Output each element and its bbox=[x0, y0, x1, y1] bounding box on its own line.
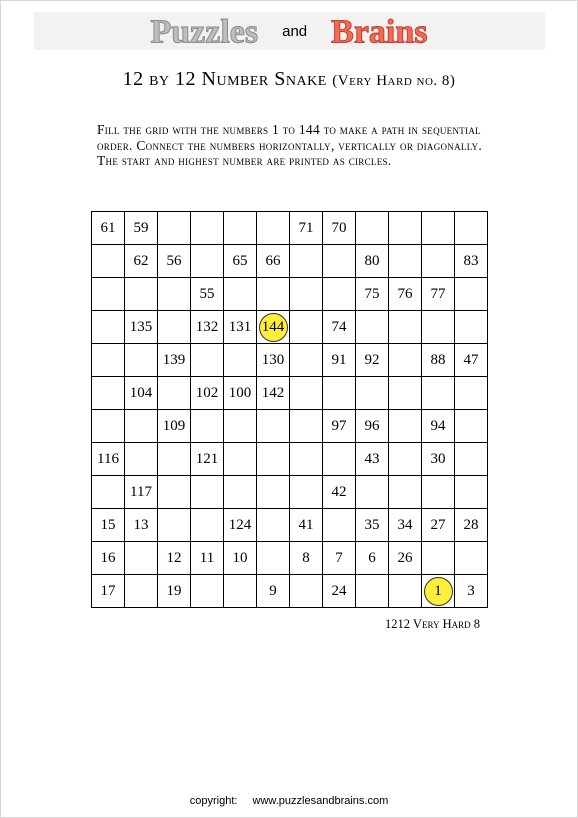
cell-number: 117 bbox=[130, 483, 152, 500]
grid-cell[interactable] bbox=[191, 542, 224, 575]
grid-row bbox=[92, 509, 488, 542]
grid-cell[interactable] bbox=[125, 278, 158, 311]
grid-cell[interactable] bbox=[158, 377, 191, 410]
grid-row bbox=[92, 476, 488, 509]
grid-cell[interactable] bbox=[224, 575, 257, 608]
grid-cell[interactable] bbox=[125, 311, 158, 344]
grid-cell[interactable] bbox=[422, 245, 455, 278]
grid-cell[interactable] bbox=[92, 575, 125, 608]
grid-cell[interactable] bbox=[257, 245, 290, 278]
cell-number: 124 bbox=[228, 516, 252, 533]
grid-cell[interactable] bbox=[125, 212, 158, 245]
grid-cell[interactable] bbox=[125, 245, 158, 278]
grid-cell[interactable] bbox=[290, 377, 323, 410]
grid-cell[interactable] bbox=[158, 311, 191, 344]
grid-cell[interactable] bbox=[257, 311, 290, 344]
grid-row bbox=[92, 575, 488, 608]
cell-number: 75 bbox=[364, 285, 380, 302]
grid-cell[interactable] bbox=[356, 344, 389, 377]
grid-cell[interactable] bbox=[455, 278, 488, 311]
cell-number: 104 bbox=[129, 384, 153, 401]
grid-cell[interactable] bbox=[191, 377, 224, 410]
cell-number: 94 bbox=[430, 417, 446, 434]
grid-cell[interactable] bbox=[257, 443, 290, 476]
cell-number: 55 bbox=[199, 285, 215, 302]
cell-number: 24 bbox=[331, 582, 347, 599]
cell-number: 6 bbox=[368, 549, 376, 566]
cell-number: 42 bbox=[331, 483, 347, 500]
grid-cell[interactable] bbox=[290, 542, 323, 575]
grid-cell[interactable] bbox=[356, 278, 389, 311]
grid-cell[interactable] bbox=[191, 245, 224, 278]
cell-number: 3 bbox=[467, 582, 475, 599]
grid-cell[interactable] bbox=[224, 542, 257, 575]
cell-number: 26 bbox=[397, 549, 413, 566]
grid-cell[interactable] bbox=[125, 509, 158, 542]
cell-number: 91 bbox=[331, 351, 347, 368]
instructions bbox=[97, 122, 567, 169]
grid-cell[interactable] bbox=[323, 410, 356, 443]
grid-cell[interactable] bbox=[257, 410, 290, 443]
grid-cell[interactable] bbox=[290, 278, 323, 311]
grid-cell[interactable] bbox=[323, 476, 356, 509]
grid-cell[interactable] bbox=[323, 278, 356, 311]
grid-cell[interactable] bbox=[422, 344, 455, 377]
grid-cell[interactable] bbox=[224, 377, 257, 410]
grid-cell[interactable] bbox=[290, 443, 323, 476]
grid-cell[interactable] bbox=[290, 212, 323, 245]
grid-cell[interactable] bbox=[257, 476, 290, 509]
grid-cell[interactable] bbox=[422, 212, 455, 245]
grid-cell[interactable] bbox=[158, 443, 191, 476]
cell-number: 41 bbox=[298, 516, 314, 533]
cell-number: 102 bbox=[195, 384, 219, 401]
grid-row bbox=[92, 542, 488, 575]
grid-cell[interactable] bbox=[92, 476, 125, 509]
grid-cell[interactable] bbox=[191, 575, 224, 608]
grid-cell[interactable] bbox=[125, 476, 158, 509]
grid-cell[interactable] bbox=[389, 575, 422, 608]
grid-cell[interactable] bbox=[158, 344, 191, 377]
grid-cell[interactable] bbox=[191, 410, 224, 443]
grid-cell[interactable] bbox=[422, 278, 455, 311]
grid-cell[interactable] bbox=[389, 212, 422, 245]
grid-cell[interactable] bbox=[422, 476, 455, 509]
cell-number: 109 bbox=[162, 417, 186, 434]
grid-cell[interactable] bbox=[389, 443, 422, 476]
cell-number: 92 bbox=[364, 351, 380, 368]
grid-cell[interactable] bbox=[191, 344, 224, 377]
grid-cell[interactable] bbox=[323, 311, 356, 344]
cell-number: 70 bbox=[331, 219, 347, 236]
grid-cell[interactable] bbox=[356, 410, 389, 443]
cell-number: 130 bbox=[261, 351, 285, 368]
grid-cell[interactable] bbox=[224, 509, 257, 542]
grid-cell[interactable] bbox=[224, 476, 257, 509]
grid-cell[interactable] bbox=[290, 575, 323, 608]
grid-row bbox=[92, 344, 488, 377]
grid-cell[interactable] bbox=[422, 509, 455, 542]
instruction-line: The start and highest number are printed as circles. bbox=[97, 153, 392, 168]
puzzle-grid bbox=[91, 211, 488, 608]
grid-cell[interactable] bbox=[290, 476, 323, 509]
cell-number: 62 bbox=[133, 252, 149, 269]
cell-number: 59 bbox=[133, 219, 149, 236]
grid-cell[interactable] bbox=[455, 509, 488, 542]
grid-cell[interactable] bbox=[323, 509, 356, 542]
grid-cell[interactable] bbox=[257, 278, 290, 311]
cell-number: 65 bbox=[232, 252, 248, 269]
cell-number: 9 bbox=[269, 582, 277, 599]
cell-number: 116 bbox=[97, 450, 119, 467]
cell-number: 10 bbox=[232, 549, 248, 566]
grid-cell[interactable] bbox=[158, 476, 191, 509]
grid-cell[interactable] bbox=[158, 542, 191, 575]
instruction-line: Fill the grid with the numbers 1 to 144 to make a path in sequential bbox=[97, 122, 481, 137]
grid-cell[interactable] bbox=[125, 377, 158, 410]
cell-number: 15 bbox=[100, 516, 116, 533]
grid-cell[interactable] bbox=[356, 509, 389, 542]
cell-number: 121 bbox=[195, 450, 219, 467]
grid-cell[interactable] bbox=[158, 245, 191, 278]
grid-cell[interactable] bbox=[356, 542, 389, 575]
grid-row bbox=[92, 311, 488, 344]
cell-number: 96 bbox=[364, 417, 380, 434]
grid-cell[interactable] bbox=[191, 476, 224, 509]
grid-cell[interactable] bbox=[92, 377, 125, 410]
grid-row bbox=[92, 410, 488, 443]
cell-number: 43 bbox=[364, 450, 380, 467]
cell-number: 56 bbox=[166, 252, 182, 269]
grid-cell[interactable] bbox=[290, 311, 323, 344]
grid-cell[interactable] bbox=[356, 377, 389, 410]
cell-number: 80 bbox=[364, 252, 380, 269]
footer-url: www.puzzlesandbrains.com bbox=[252, 795, 389, 807]
grid-cell[interactable] bbox=[389, 278, 422, 311]
grid-cell[interactable] bbox=[389, 344, 422, 377]
grid-cell[interactable] bbox=[92, 344, 125, 377]
grid-cell[interactable] bbox=[158, 410, 191, 443]
grid-row bbox=[92, 245, 488, 278]
grid-cell[interactable] bbox=[224, 245, 257, 278]
grid-cell[interactable] bbox=[389, 311, 422, 344]
grid-cell[interactable] bbox=[92, 410, 125, 443]
circled-number: 1 bbox=[424, 577, 453, 606]
grid-cell[interactable] bbox=[224, 344, 257, 377]
grid-cell[interactable] bbox=[455, 542, 488, 575]
grid-cell[interactable] bbox=[92, 509, 125, 542]
grid-row bbox=[92, 377, 488, 410]
cell-number: 13 bbox=[133, 516, 149, 533]
grid-cell[interactable] bbox=[257, 542, 290, 575]
cell-number: 16 bbox=[100, 549, 116, 566]
grid-row bbox=[92, 212, 488, 245]
grid-cell[interactable] bbox=[323, 542, 356, 575]
puzzle-code: 1212 Very Hard 8 bbox=[385, 617, 480, 631]
cell-number: 131 bbox=[228, 318, 252, 335]
grid-cell[interactable] bbox=[455, 410, 488, 443]
grid-cell[interactable] bbox=[356, 575, 389, 608]
grid-cell[interactable] bbox=[323, 377, 356, 410]
grid-cell[interactable] bbox=[191, 509, 224, 542]
footer bbox=[0, 795, 578, 807]
grid-cell[interactable] bbox=[455, 311, 488, 344]
logo-and: and bbox=[282, 23, 308, 41]
grid-cell[interactable] bbox=[356, 443, 389, 476]
cell-number: 142 bbox=[261, 384, 285, 401]
grid-cell[interactable] bbox=[323, 344, 356, 377]
grid-cell[interactable] bbox=[290, 344, 323, 377]
cell-number: 35 bbox=[364, 516, 380, 533]
grid-cell[interactable] bbox=[191, 311, 224, 344]
grid-cell[interactable] bbox=[455, 575, 488, 608]
grid-cell[interactable] bbox=[257, 344, 290, 377]
circled-number: 144 bbox=[259, 313, 288, 342]
copyright-label: copyright: bbox=[189, 795, 238, 807]
page-title bbox=[0, 68, 578, 91]
grid-cell[interactable] bbox=[191, 278, 224, 311]
cell-number: 7 bbox=[335, 549, 343, 566]
grid-cell[interactable] bbox=[422, 443, 455, 476]
grid-cell[interactable] bbox=[422, 575, 455, 608]
cell-number: 11 bbox=[199, 549, 215, 566]
grid-cell[interactable] bbox=[323, 212, 356, 245]
grid-cell[interactable] bbox=[356, 476, 389, 509]
grid-cell[interactable] bbox=[125, 443, 158, 476]
grid-cell[interactable] bbox=[323, 443, 356, 476]
cell-number: 28 bbox=[463, 516, 479, 533]
cell-number: 77 bbox=[430, 285, 446, 302]
grid-cell[interactable] bbox=[158, 575, 191, 608]
cell-number: 47 bbox=[463, 351, 479, 368]
grid-cell[interactable] bbox=[455, 212, 488, 245]
grid-row bbox=[92, 278, 488, 311]
cell-number: 34 bbox=[397, 516, 413, 533]
grid-cell[interactable] bbox=[92, 212, 125, 245]
grid-cell[interactable] bbox=[92, 443, 125, 476]
instruction-line: order. Connect the numbers horizontally, vertically or diagonally. bbox=[97, 137, 483, 153]
grid-cell[interactable] bbox=[356, 311, 389, 344]
grid-cell[interactable] bbox=[290, 245, 323, 278]
cell-number: 61 bbox=[100, 219, 116, 236]
grid-cell[interactable] bbox=[290, 410, 323, 443]
grid-cell[interactable] bbox=[422, 311, 455, 344]
grid-cell[interactable] bbox=[257, 212, 290, 245]
grid-cell[interactable] bbox=[125, 542, 158, 575]
grid-cell[interactable] bbox=[158, 509, 191, 542]
grid-cell[interactable] bbox=[455, 377, 488, 410]
cell-number: 83 bbox=[463, 252, 479, 269]
grid-cell[interactable] bbox=[389, 542, 422, 575]
cell-number: 71 bbox=[298, 219, 314, 236]
cell-number: 27 bbox=[430, 516, 446, 533]
grid-cell[interactable] bbox=[224, 311, 257, 344]
grid-cell[interactable] bbox=[422, 377, 455, 410]
grid-cell[interactable] bbox=[125, 344, 158, 377]
cell-number: 100 bbox=[228, 384, 252, 401]
grid-cell[interactable] bbox=[290, 509, 323, 542]
cell-number: 135 bbox=[129, 318, 153, 335]
grid-cell[interactable] bbox=[455, 245, 488, 278]
grid-cell[interactable] bbox=[92, 311, 125, 344]
logo bbox=[0, 12, 578, 52]
grid-cell[interactable] bbox=[257, 509, 290, 542]
grid-cell[interactable] bbox=[158, 278, 191, 311]
title-main: 12 by 12 Number Snake bbox=[122, 68, 327, 90]
grid-cell[interactable] bbox=[422, 542, 455, 575]
grid-cell[interactable] bbox=[224, 410, 257, 443]
grid-cell[interactable] bbox=[422, 410, 455, 443]
grid-row bbox=[92, 443, 488, 476]
grid-cell[interactable] bbox=[455, 344, 488, 377]
title-sub: (Very Hard no. 8) bbox=[332, 73, 456, 89]
grid-cell[interactable] bbox=[92, 245, 125, 278]
cell-number: 97 bbox=[331, 417, 347, 434]
grid-cell[interactable] bbox=[389, 476, 422, 509]
grid-cell[interactable] bbox=[191, 212, 224, 245]
grid-cell[interactable] bbox=[389, 410, 422, 443]
cell-number: 12 bbox=[166, 549, 182, 566]
grid-cell[interactable] bbox=[125, 575, 158, 608]
grid-cell[interactable] bbox=[92, 278, 125, 311]
grid-cell[interactable] bbox=[224, 212, 257, 245]
cell-number: 8 bbox=[302, 549, 310, 566]
grid-cell[interactable] bbox=[224, 443, 257, 476]
grid-cell[interactable] bbox=[257, 575, 290, 608]
cell-number: 30 bbox=[430, 450, 446, 467]
cell-number: 17 bbox=[100, 582, 116, 599]
grid-cell[interactable] bbox=[191, 443, 224, 476]
cell-number: 139 bbox=[162, 351, 186, 368]
grid-cell[interactable] bbox=[455, 476, 488, 509]
grid-cell[interactable] bbox=[389, 245, 422, 278]
cell-number: 74 bbox=[331, 318, 347, 335]
grid-cell[interactable] bbox=[455, 443, 488, 476]
logo-puzzles: Puzzles bbox=[150, 13, 259, 51]
grid-cell[interactable] bbox=[356, 212, 389, 245]
logo-brains: Brains bbox=[331, 13, 428, 51]
grid-cell[interactable] bbox=[125, 410, 158, 443]
cell-number: 19 bbox=[166, 582, 182, 599]
cell-number: 76 bbox=[397, 285, 413, 302]
grid-cell[interactable] bbox=[389, 509, 422, 542]
grid-cell[interactable] bbox=[389, 377, 422, 410]
grid-cell[interactable] bbox=[257, 377, 290, 410]
grid-cell[interactable] bbox=[158, 212, 191, 245]
cell-number: 132 bbox=[195, 318, 219, 335]
cell-number: 88 bbox=[430, 351, 446, 368]
grid-cell[interactable] bbox=[224, 278, 257, 311]
grid-cell[interactable] bbox=[92, 542, 125, 575]
grid-cell[interactable] bbox=[323, 575, 356, 608]
cell-number: 66 bbox=[265, 252, 281, 269]
grid-cell[interactable] bbox=[356, 245, 389, 278]
grid-cell[interactable] bbox=[323, 245, 356, 278]
